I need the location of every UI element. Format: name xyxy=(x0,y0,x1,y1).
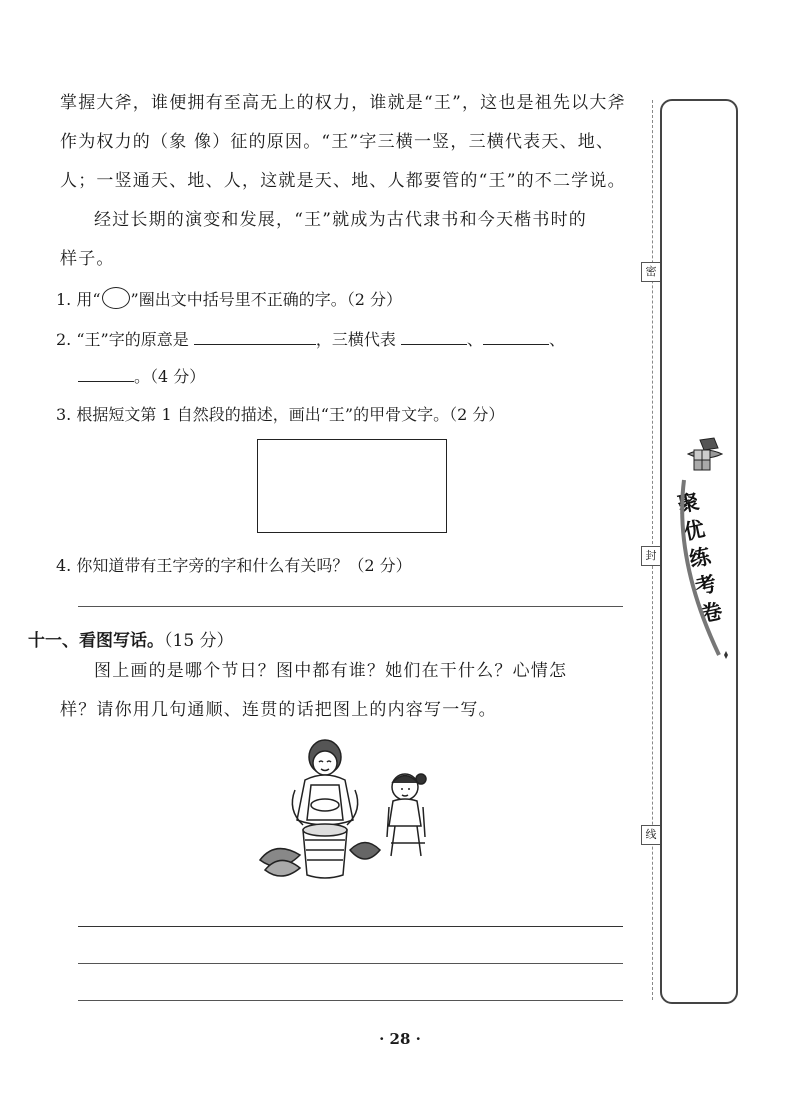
question-2-cont xyxy=(78,364,205,387)
section-11-prompt-1: 图上画的是哪个节日？图中都有谁？她们在干什么？心情怎 xyxy=(94,661,568,681)
seal-tag-top: 密 xyxy=(641,262,661,282)
question-4: 4. 你知道带有王字旁的字和什么有关吗？（2 分） xyxy=(56,556,412,575)
question-2-end: 。（4 分） xyxy=(134,367,206,386)
circle-icon xyxy=(102,287,130,309)
page-number: · 28 · xyxy=(379,1030,421,1048)
question-1-text: ”圈出文中括号里不正确的字。（2 分） xyxy=(130,290,402,309)
question-2-part1: 2. “王”字的原意是 xyxy=(56,330,189,349)
passage-line-3: 人；一竖通天、地、人，这就是天、地、人都要管的“王”的不二学说。 xyxy=(60,171,626,191)
question-1-prefix: 1. 用“ xyxy=(56,290,101,309)
passage-line-1: 掌握大斧，谁便拥有至高无上的权力，谁就是“王”，这也是祖先以大斧 xyxy=(60,93,626,113)
section-11-title xyxy=(28,626,234,651)
passage-line-5: 样子。 xyxy=(60,249,115,269)
drawing-box[interactable] xyxy=(257,439,447,533)
passage-line-4: 经过长期的演变和发展，“王”就成为古代隶书和今天楷书时的 xyxy=(94,210,587,230)
question-2-sep2: 、 xyxy=(548,330,565,349)
question-3: 3. 根据短文第 1 自然段的描述，画出“王”的甲骨文字。（2 分） xyxy=(56,405,505,424)
answer-blank-earth[interactable] xyxy=(483,330,549,345)
answer-blank-human[interactable] xyxy=(78,367,134,382)
answer-blank-heaven[interactable] xyxy=(401,330,467,345)
seal-tag-bottom: 线 xyxy=(641,825,661,845)
section-11-heading: 十一、看图写话。 xyxy=(28,631,164,651)
section-11-prompt-2: 样？请你用几句通顺、连贯的话把图上的内容写一写。 xyxy=(60,700,497,720)
logo-text: 聚优练考卷 xyxy=(675,489,725,627)
passage-line-2: 作为权力的（象 像）征的原因。“王”字三横一竖，三横代表天、地、 xyxy=(60,132,615,152)
section-11-score: （15 分） xyxy=(164,631,234,651)
seal-tag-mid: 封 xyxy=(641,546,661,566)
writing-line-3[interactable] xyxy=(78,1000,623,1001)
question-2-part2: ，三横代表 xyxy=(315,330,396,349)
logo-swoosh-icon xyxy=(672,470,732,670)
question-1 xyxy=(56,287,402,310)
answer-line-q4[interactable] xyxy=(78,606,623,607)
question-2-sep1: 、 xyxy=(466,330,483,349)
question-2 xyxy=(56,327,565,350)
answer-blank-meaning[interactable] xyxy=(194,330,316,345)
writing-line-2[interactable] xyxy=(78,963,623,964)
illustration xyxy=(255,735,440,890)
writing-line-1[interactable] xyxy=(78,926,623,927)
